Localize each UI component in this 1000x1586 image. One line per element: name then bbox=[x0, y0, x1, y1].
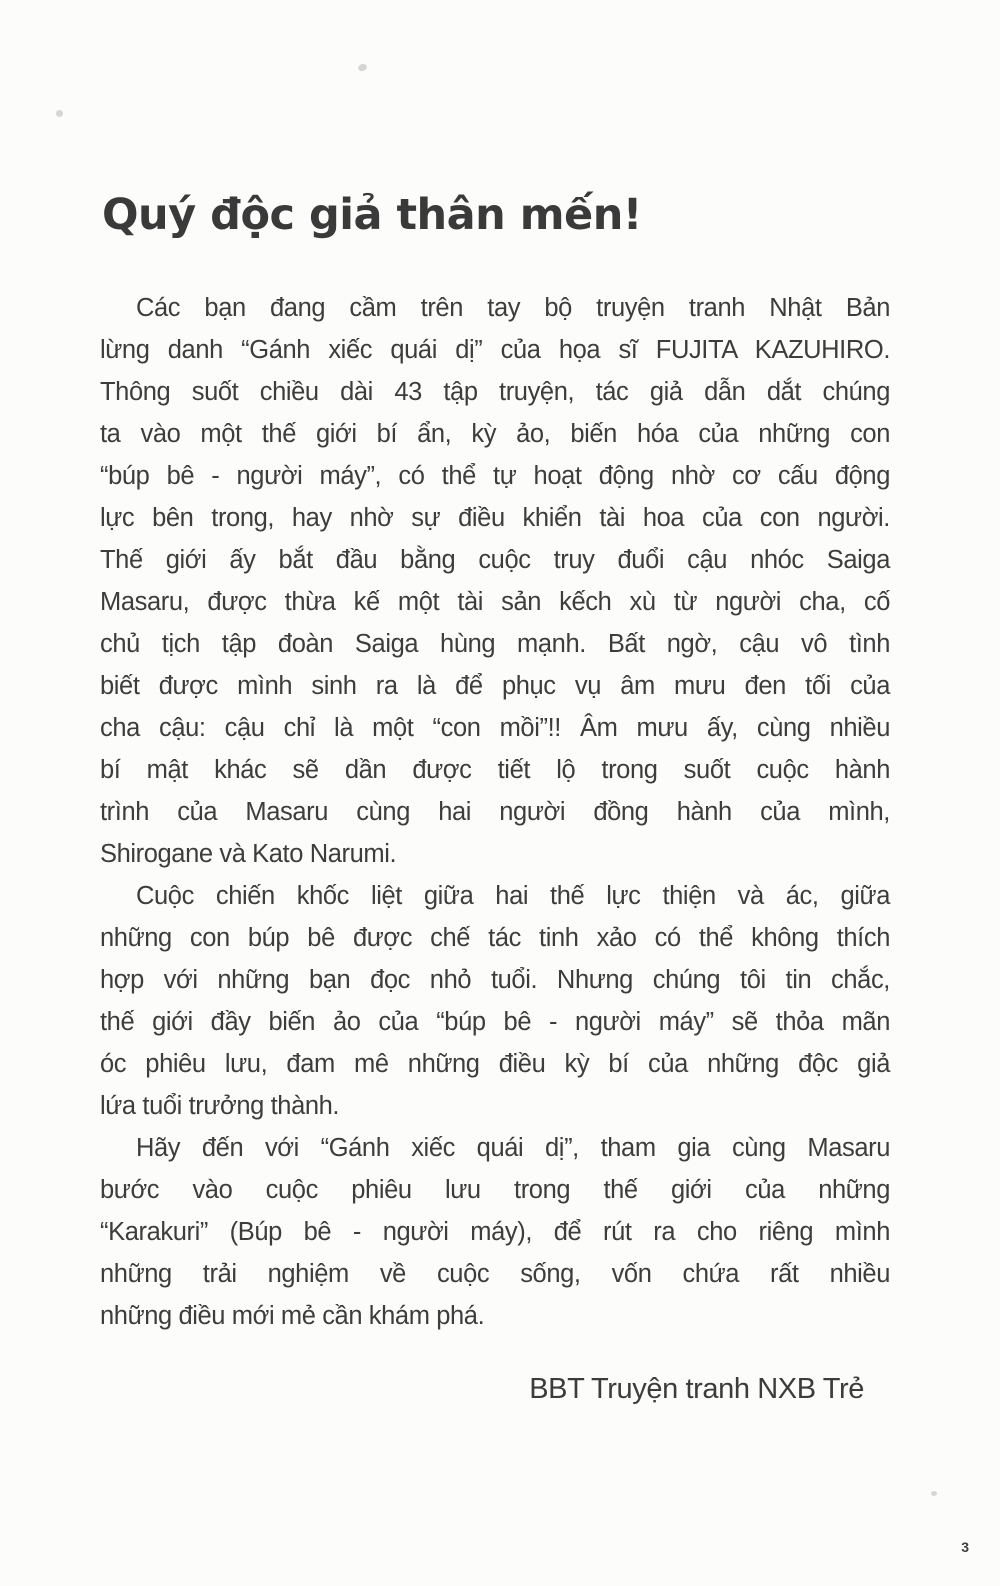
letter-line: Các bạn đang cầm trên tay bộ truyện tranh Nhật Bản bbox=[136, 294, 890, 323]
letter-line: thế giới đầy biến ảo của “búp bê - người máy” sẽ thỏa mãn bbox=[100, 1008, 890, 1037]
letter-line: cha cậu: cậu chỉ là một “con mồi”!! Âm mưu ấy, cùng nhiều bbox=[100, 714, 890, 743]
publisher-letter bbox=[100, 192, 890, 1406]
letter-line: chủ tịch tập đoàn Saiga hùng mạnh. Bất ngờ, cậu vô tình bbox=[100, 630, 890, 659]
letter-line: “Karakuri” (Búp bê - người máy), để rút ra cho riêng mình bbox=[100, 1218, 890, 1247]
letter-line: lực bên trong, hay nhờ sự điều khiển tài hoa của con người. bbox=[100, 504, 890, 533]
letter-line: bước vào cuộc phiêu lưu trong thế giới của những bbox=[100, 1176, 890, 1205]
letter-line: hợp với những bạn đọc nhỏ tuổi. Nhưng chúng tôi tin chắc, bbox=[100, 966, 890, 995]
letter-line: lừng danh “Gánh xiếc quái dị” của họa sĩ FUJITA KAZUHIRO. bbox=[100, 336, 890, 365]
letter-line: Thông suốt chiều dài 43 tập truyện, tác giả dẫn dắt chúng bbox=[100, 378, 890, 407]
scan-speckle bbox=[357, 63, 368, 73]
paragraph bbox=[100, 1127, 890, 1337]
paragraph bbox=[100, 287, 890, 875]
paragraph bbox=[100, 875, 890, 1127]
letter-line: những điều mới mẻ cần khám phá. bbox=[100, 1302, 485, 1331]
letter-line: Shirogane và Kato Narumi. bbox=[100, 840, 397, 869]
letter-line: Hãy đến với “Gánh xiếc quái dị”, tham gia cùng Masaru bbox=[136, 1134, 890, 1163]
letter-line: biết được mình sinh ra là để phục vụ âm mưu đen tối của bbox=[100, 672, 890, 701]
scan-speckle bbox=[56, 110, 63, 117]
letter-body bbox=[100, 287, 890, 1337]
letter-line: Thế giới ấy bắt đầu bằng cuộc truy đuổi cậu nhóc Saiga bbox=[100, 546, 890, 575]
signature: BBT Truyện tranh NXB Trẻ bbox=[529, 1373, 864, 1406]
scan-speckle bbox=[931, 1491, 937, 1496]
page-number: 3 bbox=[961, 1539, 969, 1555]
letter-line: Masaru, được thừa kế một tài sản kếch xù từ người cha, cố bbox=[100, 588, 890, 617]
letter-line: trình của Masaru cùng hai người đồng hành của mình, bbox=[100, 798, 890, 827]
page-title: Quý độc giả thân mến! bbox=[102, 190, 642, 240]
letter-line: óc phiêu lưu, đam mê những điều kỳ bí của những độc giả bbox=[100, 1050, 890, 1079]
letter-line: ta vào một thế giới bí ẩn, kỳ ảo, biến hóa của những con bbox=[100, 420, 890, 449]
letter-line: “búp bê - người máy”, có thể tự hoạt động nhờ cơ cấu động bbox=[100, 462, 890, 491]
letter-line: những trải nghiệm về cuộc sống, vốn chứa rất nhiều bbox=[100, 1260, 890, 1289]
letter-line: Cuộc chiến khốc liệt giữa hai thế lực thiện và ác, giữa bbox=[136, 882, 890, 911]
letter-line: những con búp bê được chế tác tinh xảo có thể không thích bbox=[100, 924, 890, 953]
letter-line: bí mật khác sẽ dần được tiết lộ trong suốt cuộc hành bbox=[100, 756, 890, 785]
letter-line: lứa tuổi trưởng thành. bbox=[100, 1092, 340, 1121]
